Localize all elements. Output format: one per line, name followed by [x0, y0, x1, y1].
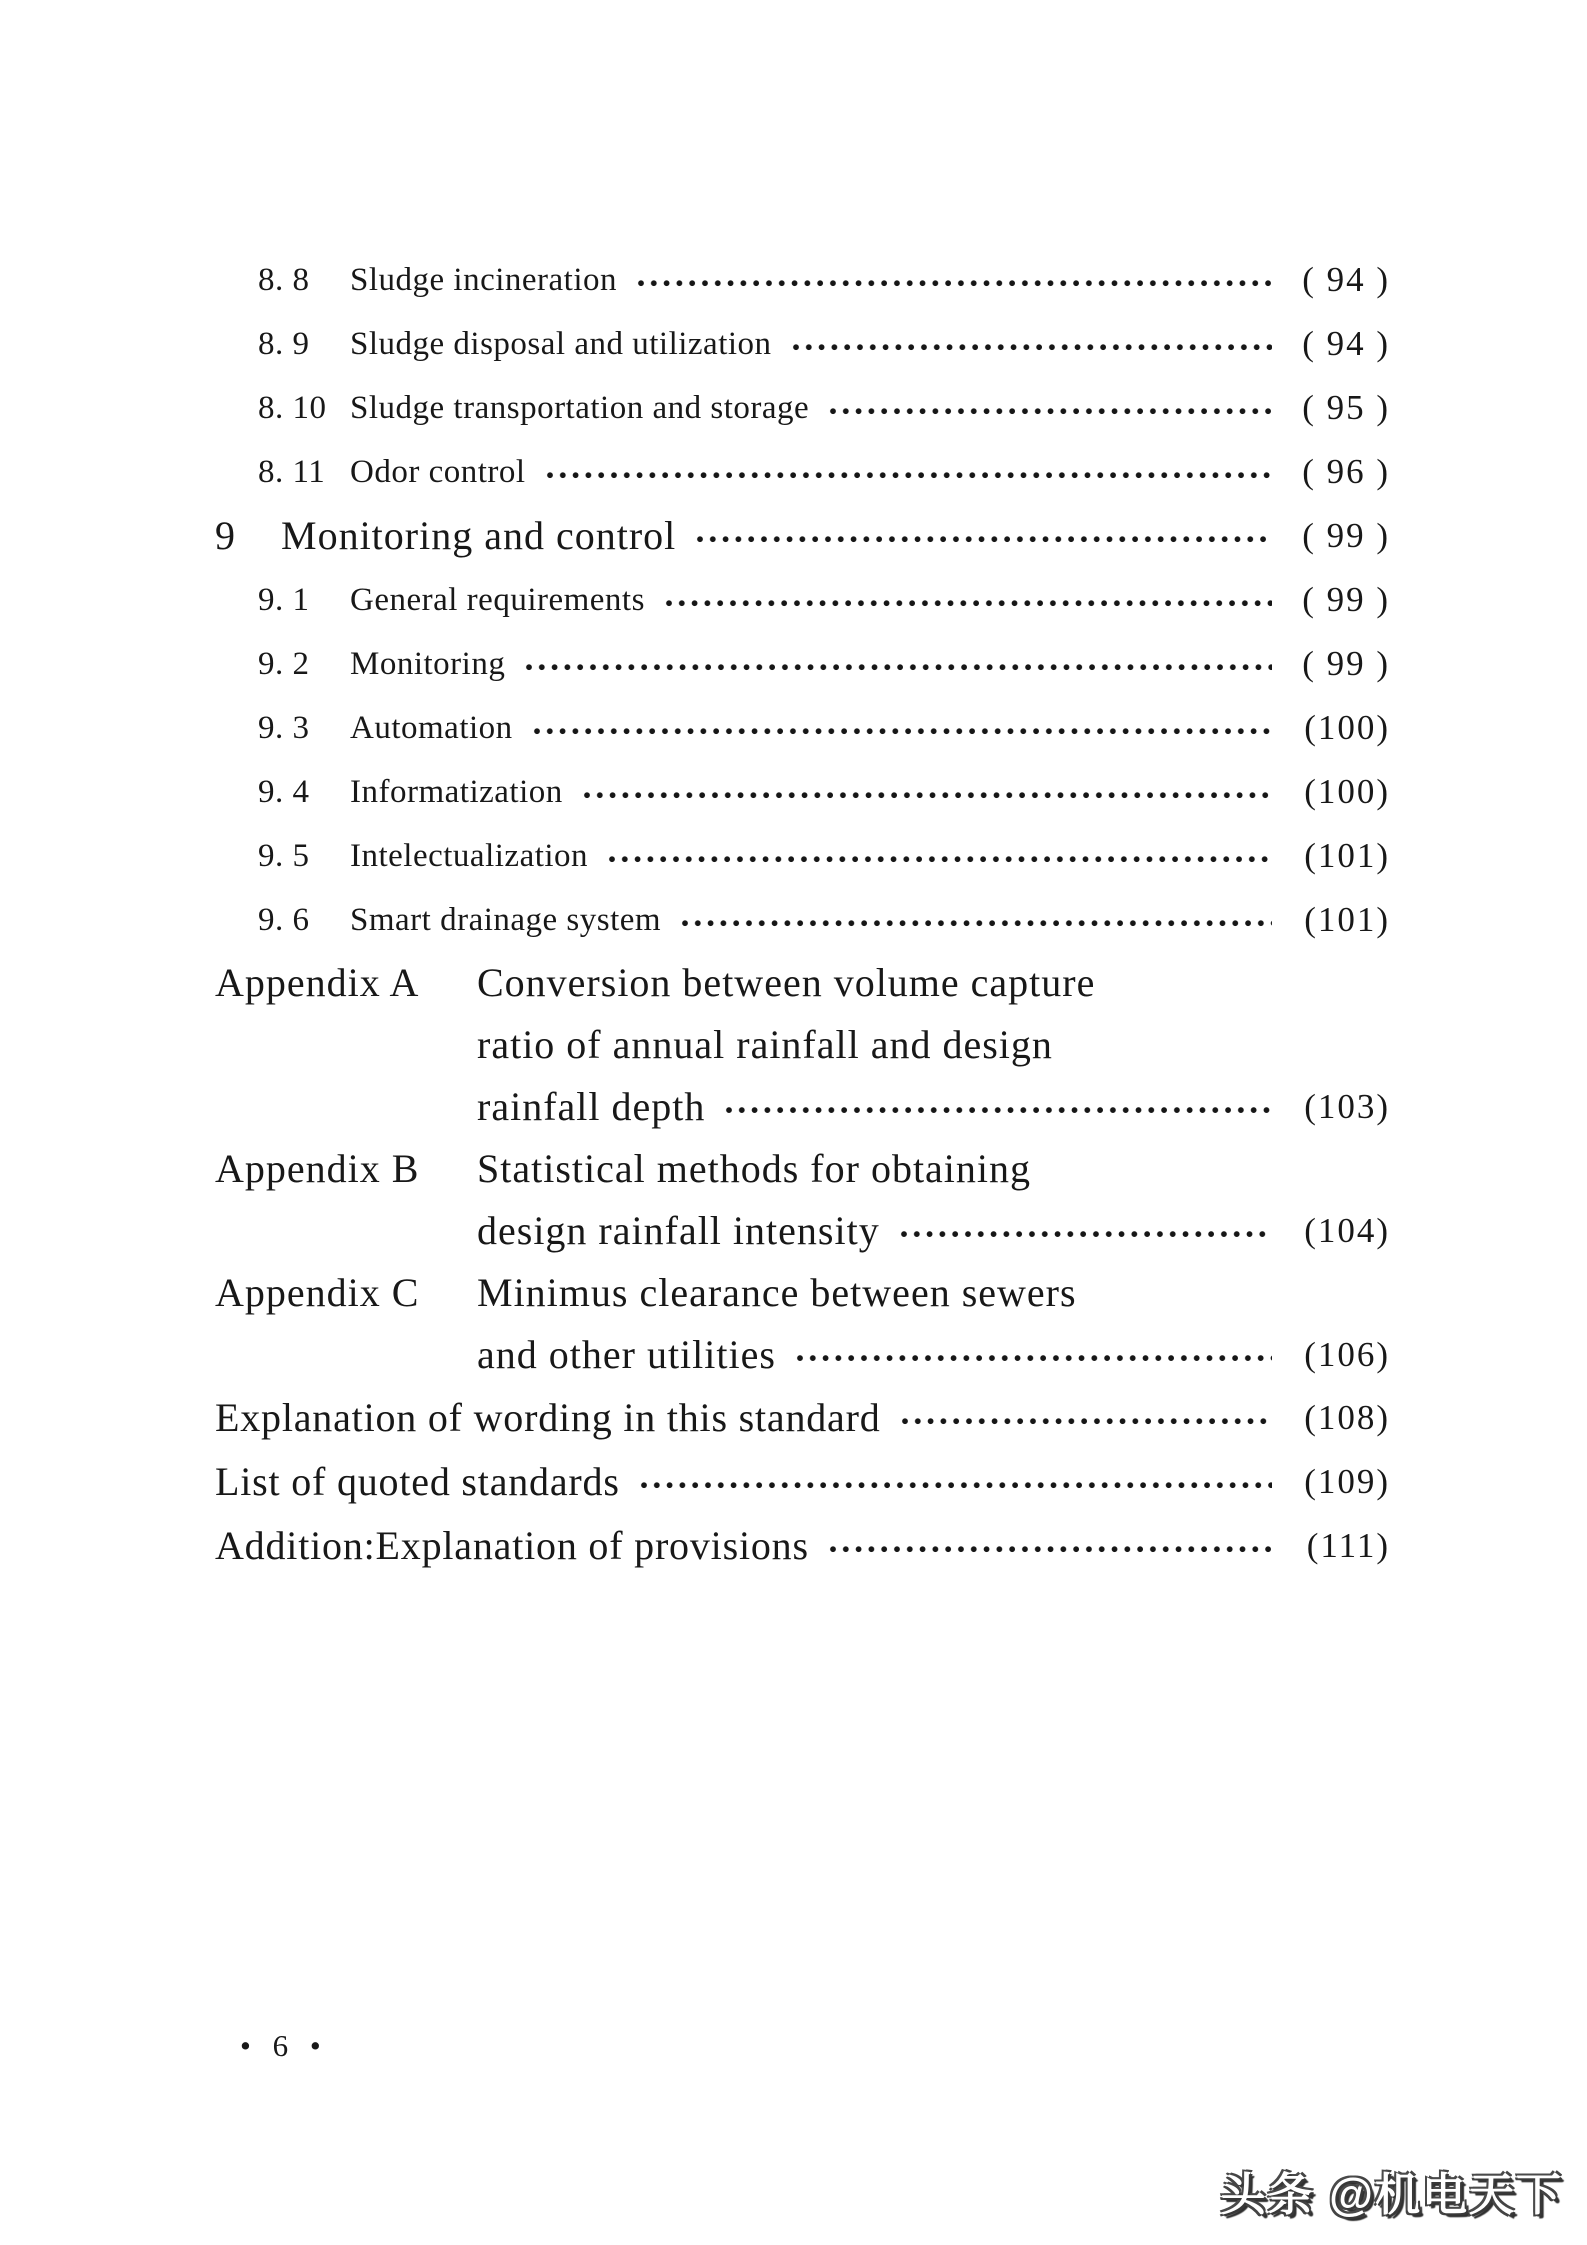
- section-number: 8. 9: [258, 326, 310, 362]
- toc-row: [215, 632, 1390, 696]
- toc-row: [215, 888, 1390, 952]
- appendix-label: Appendix B: [215, 1146, 420, 1191]
- page-number: ( 95 ): [1302, 388, 1390, 427]
- toc-row: [215, 824, 1390, 888]
- section-number: 9. 2: [258, 646, 310, 682]
- dot-leader: [635, 248, 1272, 312]
- toc-row: [215, 440, 1390, 504]
- watermark-text: 头条 @机电天下: [1220, 2169, 1563, 2220]
- appendix-description: [477, 952, 1390, 1138]
- section-title: Sludge transportation and storage: [350, 390, 810, 426]
- toc-row: [215, 568, 1390, 632]
- page-number: (108): [1304, 1398, 1390, 1437]
- section-number: 9. 6: [258, 902, 310, 938]
- section-number: 9. 4: [258, 774, 310, 810]
- page-number: (100): [1304, 772, 1390, 811]
- section-title: Informatization: [350, 774, 563, 810]
- page-number: (106): [1304, 1335, 1390, 1374]
- entry-title: List of quoted standards: [215, 1459, 620, 1504]
- toc-row: [215, 1386, 1390, 1450]
- toc-row: [215, 248, 1390, 312]
- appendix-line: [477, 1200, 1390, 1262]
- page-number: ( 99 ): [1302, 516, 1390, 555]
- appendix-line: [477, 1324, 1390, 1386]
- section-number: 9. 3: [258, 710, 310, 746]
- dot-leader: [827, 376, 1272, 440]
- toc-row: [215, 312, 1390, 376]
- appendix-line: [477, 1138, 1390, 1200]
- toc-row: [215, 760, 1390, 824]
- dot-leader: [898, 1200, 1272, 1262]
- table-of-contents: [215, 248, 1390, 1578]
- page-number: (111): [1306, 1526, 1390, 1565]
- toc-row: [215, 1450, 1390, 1514]
- toc-appendix-row: [215, 1262, 1390, 1386]
- page-number: (109): [1304, 1462, 1390, 1501]
- section-title: Automation: [350, 710, 513, 746]
- page-number: ( 96 ): [1302, 452, 1390, 491]
- toc-chapter-row: [215, 504, 1390, 568]
- dot-leader: [790, 312, 1272, 376]
- section-title: Sludge disposal and utilization: [350, 326, 772, 362]
- toc-row: [215, 696, 1390, 760]
- section-number: 8. 11: [258, 454, 326, 490]
- dot-leader: [606, 824, 1272, 888]
- section-title: Sludge incineration: [350, 262, 618, 298]
- page-number: (101): [1304, 836, 1390, 875]
- dot-leader: [827, 1514, 1272, 1578]
- toc-row: [215, 1514, 1390, 1578]
- appendix-text: ratio of annual rainfall and design: [477, 1022, 1053, 1067]
- appendix-text: Conversion between volume capture: [477, 960, 1096, 1005]
- entry-title: Addition:Explanation of provisions: [215, 1523, 809, 1568]
- page-number: ( 94 ): [1302, 260, 1390, 299]
- page-number: (103): [1304, 1087, 1390, 1126]
- page-number: ( 94 ): [1302, 324, 1390, 363]
- page-number: (101): [1304, 900, 1390, 939]
- page-number: ( 99 ): [1302, 644, 1390, 683]
- section-number: 9. 1: [258, 582, 310, 618]
- section-number: 8. 10: [258, 390, 327, 426]
- dot-leader: [638, 1450, 1272, 1514]
- page-number: ( 99 ): [1302, 580, 1390, 619]
- page-number: (100): [1304, 708, 1390, 747]
- section-number: 8. 8: [258, 262, 310, 298]
- dot-leader: [531, 696, 1272, 760]
- dot-leader: [544, 440, 1272, 504]
- section-number: 9. 5: [258, 838, 310, 874]
- section-title: Intelectualization: [350, 838, 589, 874]
- folio-page-marker: • 6 •: [240, 2028, 328, 2063]
- toc-row: [215, 376, 1390, 440]
- toc-appendix-row: [215, 1138, 1390, 1262]
- appendix-label: Appendix A: [215, 960, 420, 1005]
- entry-title: Explanation of wording in this standard: [215, 1395, 881, 1440]
- appendix-text: Statistical methods for obtaining: [477, 1146, 1032, 1191]
- dot-leader: [663, 568, 1272, 632]
- appendix-line: [477, 1076, 1390, 1138]
- toc-appendix-row: [215, 952, 1390, 1138]
- appendix-line: [477, 1014, 1390, 1076]
- section-title: Smart drainage system: [350, 902, 662, 938]
- section-title: Odor control: [350, 454, 526, 490]
- appendix-label: Appendix C: [215, 1270, 420, 1315]
- dot-leader: [581, 760, 1272, 824]
- dot-leader: [523, 632, 1272, 696]
- appendix-text: Minimus clearance between sewers: [477, 1270, 1077, 1315]
- page-number: (104): [1304, 1211, 1390, 1250]
- dot-leader: [694, 504, 1272, 568]
- dot-leader: [679, 888, 1272, 952]
- appendix-description: [477, 1138, 1390, 1262]
- appendix-text: rainfall depth: [477, 1084, 706, 1129]
- appendix-line: [477, 1262, 1390, 1324]
- appendix-description: [477, 1262, 1390, 1386]
- section-title: Monitoring: [350, 646, 506, 682]
- section-title: General requirements: [350, 582, 645, 618]
- appendix-text: design rainfall intensity: [477, 1208, 880, 1253]
- chapter-title: Monitoring and control: [281, 513, 677, 558]
- appendix-line: [477, 952, 1390, 1014]
- appendix-text: and other utilities: [477, 1332, 776, 1377]
- dot-leader: [794, 1324, 1272, 1386]
- chapter-number: 9: [215, 513, 236, 558]
- dot-leader: [899, 1386, 1272, 1450]
- dot-leader: [723, 1076, 1272, 1138]
